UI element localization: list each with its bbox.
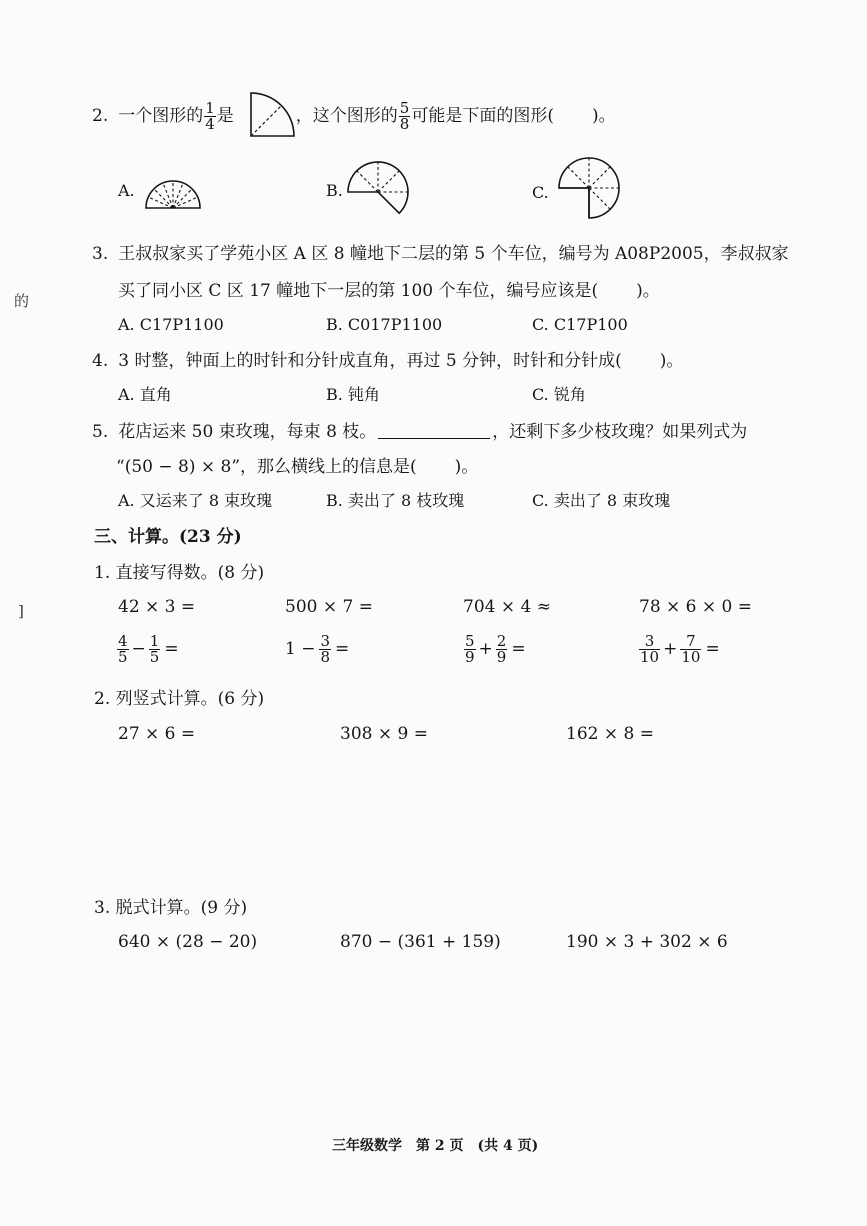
fraction-calc-3: $\frac{5}{9}$ + $\frac{2}{9}$ =	[465, 632, 526, 666]
q5-option-a[interactable]: A. 又运来了 8 束玫瑰	[118, 491, 273, 510]
question-5: 5. 花店运来 50 束玫瑰，每束 8 枝。 ，还剩下多少枝玫瑰？如果列式为	[92, 422, 748, 442]
fraction-1-4: $\frac{1}{4}$	[205, 98, 215, 133]
question-text: ，这个图形的	[295, 105, 398, 126]
stepwise-calc-item: 870 − (361 + 159)	[340, 932, 501, 952]
fraction-calc-4: $\frac{3}{10}$ + $\frac{7}{10}$ =	[640, 632, 720, 666]
calc-item: 704 × 4 ≈	[463, 597, 551, 617]
question-3-line2: 买了同小区 C 区 17 幢地下一层的第 100 个车位，编号应该是( )。	[118, 281, 660, 301]
option-a-semicircle-icon[interactable]	[144, 168, 202, 210]
question-number: 4.	[92, 351, 109, 371]
page-footer: 三年级数学 第 2 页 (共 4 页)	[332, 1138, 539, 1154]
question-number: 5.	[92, 422, 109, 442]
question-text: 可能是下面的图形(	[411, 105, 554, 126]
part-1-title: 1. 直接写得数。(8 分)	[94, 563, 265, 583]
q5-option-c[interactable]: C. 卖出了 8 束玫瑰	[532, 491, 671, 510]
calc-item: 78 × 6 × 0 =	[639, 597, 753, 617]
question-text: 是	[216, 105, 234, 126]
stepwise-calc-item: 190 × 3 + 302 × 6	[566, 932, 728, 952]
question-number: 3.	[92, 244, 109, 264]
question-3	[92, 246, 789, 263]
fraction-5-8: $\frac{5}{8}$	[399, 98, 410, 133]
q4-option-c[interactable]: C. 锐角	[532, 385, 586, 404]
q3-option-c[interactable]: C. C17P100	[532, 315, 628, 334]
calc-item: 42 × 3 =	[118, 597, 196, 617]
option-a-label[interactable]: A.	[118, 181, 135, 200]
stepwise-calc-item: 640 × (28 − 20)	[118, 932, 258, 952]
vertical-calc-item: 308 × 9 =	[340, 724, 428, 744]
vertical-calc-item: 27 × 6 =	[118, 724, 196, 744]
q4-option-b[interactable]: B. 钝角	[326, 385, 380, 404]
part-2-title: 2. 列竖式计算。(6 分)	[94, 689, 265, 709]
q3-option-a[interactable]: A. C17P1100	[118, 315, 224, 334]
question-2	[92, 96, 616, 136]
q4-option-a[interactable]: A. 直角	[118, 385, 172, 404]
option-c-label[interactable]: C.	[532, 183, 549, 202]
calc-item: 500 × 7 =	[285, 597, 373, 617]
fraction-calc-2: 1 − $\frac{3}{8}$ =	[285, 632, 350, 666]
option-c-pie-icon[interactable]	[556, 154, 622, 226]
part-3-title: 3. 脱式计算。(9 分)	[94, 898, 248, 918]
question-text: )。	[591, 105, 616, 126]
section-3-title: 三、计算。(23 分)	[94, 527, 242, 547]
option-b-pie-icon[interactable]	[344, 158, 412, 224]
question-4: 4. 3 时整，钟面上的时针和分针成直角，再过 5 分钟，时针和分针成( )。	[92, 351, 684, 371]
question-text: 一个图形的	[118, 105, 204, 126]
q3-option-b[interactable]: B. C017P1100	[326, 315, 443, 334]
question-text-line1: 王叔叔家买了学苑小区 A 区 8 幢地下二层的第 5 个车位，编号为 A08P2005，李叔叔家	[118, 244, 789, 264]
question-5-line2: “(50 − 8) × 8”，那么横线上的信息是( )。	[116, 457, 479, 477]
question-number: 2.	[92, 105, 109, 126]
margin-mark-2: ]	[18, 602, 24, 620]
fill-in-underline[interactable]	[378, 424, 490, 439]
vertical-calc-item: 162 × 8 =	[566, 724, 654, 744]
fraction-calc-1: $\frac{4}{5}$ − $\frac{1}{5}$ =	[118, 632, 179, 666]
q5-option-b[interactable]: B. 卖出了 8 枝玫瑰	[326, 491, 465, 510]
option-b-label[interactable]: B.	[326, 181, 343, 200]
quarter-circle-figure	[248, 90, 300, 140]
margin-mark-1: 的	[14, 292, 30, 310]
